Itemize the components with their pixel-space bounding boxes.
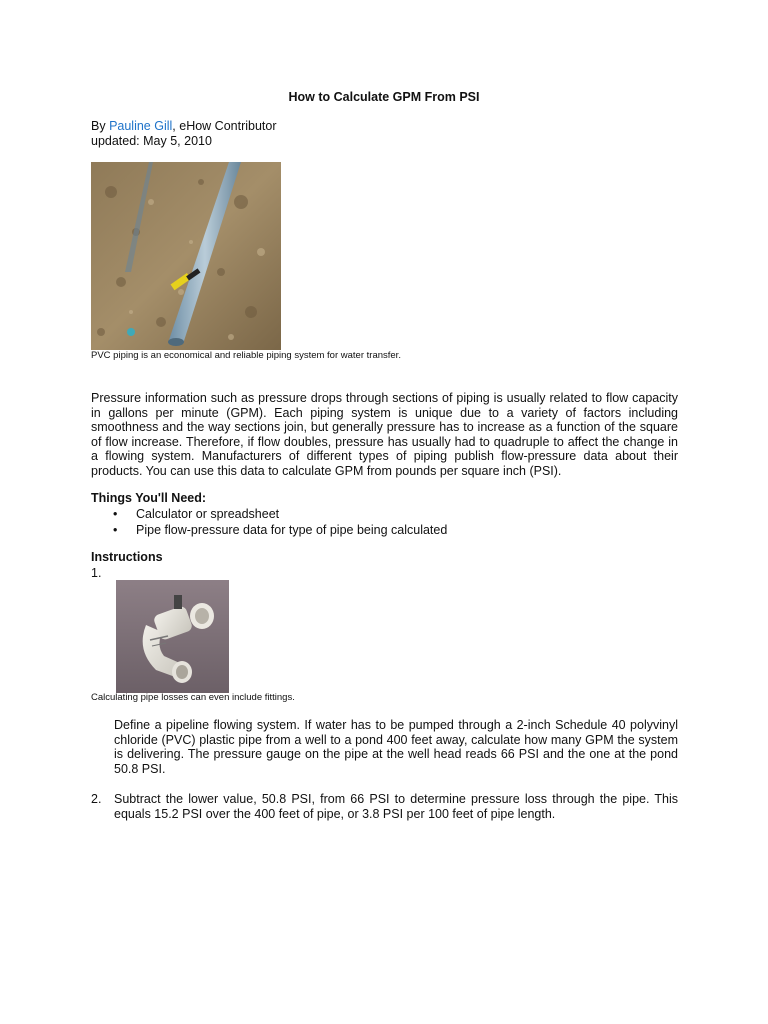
instructions-heading: Instructions (91, 550, 163, 564)
byline-suffix: , eHow Contributor (172, 119, 277, 133)
step-1-text: Define a pipeline flowing system. If water has to be pumped through a 2-inch Schedule 40 polyvinyl chloride (PVC) plastic pipe from a well to a pond 400 feet away, calculate how many GPM the system is delivering. The pressure gauge on the pipe at the well head reads 66 PSI and the one at the pond 50.8 PSI. (114, 718, 678, 776)
step-2-text: Subtract the lower value, 50.8 PSI, from 66 PSI to determine pressure loss through the pipe. This equals 15.2 PSI over the 400 feet of pipe, or 3.8 PSI per 100 feet of pipe length. (114, 792, 678, 821)
byline (91, 119, 277, 148)
things-needed-heading: Things You'll Need: (91, 491, 207, 505)
bullet: • (113, 507, 118, 521)
page-title: How to Calculate GPM From PSI (288, 90, 480, 104)
photo2-caption: Calculating pipe losses can even include fittings. (91, 692, 295, 703)
updated-date: updated: May 5, 2010 (91, 133, 212, 148)
list-item-text: Calculator or spreadsheet (136, 507, 280, 521)
pvc-pipe-photo (91, 162, 281, 350)
pvc-pipe-photo-image (91, 162, 281, 350)
things-needed-list (113, 507, 447, 538)
author-link[interactable]: Pauline Gill (109, 119, 173, 133)
pvc-fitting-photo (116, 580, 229, 693)
list-item (113, 523, 447, 539)
photo1-caption: PVC piping is an economical and reliable piping system for water transfer. (91, 350, 401, 361)
byline-prefix: By (91, 119, 110, 133)
intro-paragraph: Pressure information such as pressure drops through sections of piping is usually related to flow capacity in gallons per minute (GPM). Each piping system is unique due to a variety of factors including smoothness and the way sections join, but generally pressure has to increase as a function of the square of flow increase. Therefore, if flow doubles, pressure has usually had to quadruple to affect the change in a flowing system. Manufacturers of different types of piping publish flow-pressure data about their products. You can use this data to calculate GPM from pounds per square inch (PSI). (91, 391, 678, 478)
bullet: • (113, 522, 118, 537)
step-2 (91, 792, 678, 821)
step-2-number: 2. (91, 792, 102, 806)
pvc-fitting-photo-image (116, 580, 229, 693)
step-1-number: 1. (91, 566, 102, 580)
list-item-text: Pipe flow-pressure data for type of pipe being calculated (136, 522, 448, 537)
list-item (113, 507, 447, 523)
